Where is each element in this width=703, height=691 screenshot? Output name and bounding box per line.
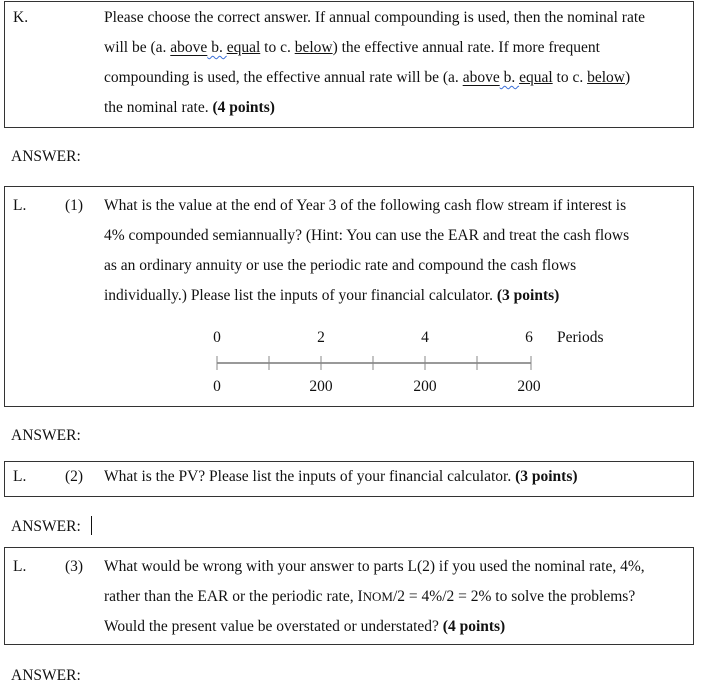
question-k-line-2: will be (a. above b. equal to c. below) the effective annual rate. If more frequent xyxy=(104,39,600,56)
answer-l1-label: ANSWER: xyxy=(11,427,81,444)
timeline-cash-flow-0: 0 xyxy=(213,378,221,395)
option-equal-1: equal xyxy=(226,39,261,56)
question-l1-line-2: 4% compounded semiannually? (Hint: You can use the EAR and treat the cash flows xyxy=(104,227,630,244)
timeline-axis xyxy=(5,187,695,408)
answer-l2-field[interactable] xyxy=(11,516,92,536)
answer-l2-label: ANSWER: xyxy=(11,518,81,535)
question-l3-line-2: rather than the EAR or the periodic rate, INOM/2 = 4%/2 = 2% to solve the problems? xyxy=(104,588,636,605)
question-l1-points: (3 points) xyxy=(496,287,560,304)
question-l3-letter: L. xyxy=(13,558,27,575)
timeline-period-4: 4 xyxy=(421,329,429,346)
question-l1-box xyxy=(4,186,694,407)
question-l2-points: (3 points) xyxy=(515,468,578,485)
timeline-period-0: 0 xyxy=(213,329,221,346)
timeline-cash-flow-4: 200 xyxy=(413,378,437,395)
question-l2-line-1: What is the PV? Please list the inputs of your financial calculator. (3 points) xyxy=(104,468,578,485)
nominal-subscript: NOM xyxy=(362,589,393,604)
answer-k-label: ANSWER: xyxy=(11,148,81,165)
answer-l3-label: ANSWER: xyxy=(11,667,81,684)
question-k-letter: K. xyxy=(13,9,29,26)
option-equal-2: equal xyxy=(519,69,553,86)
timeline-cash-flow-6: 200 xyxy=(517,378,541,395)
question-k-line-3: compounding is used, the effective annual rate will be (a. above b. equal to c. below) xyxy=(104,69,631,86)
question-l2-letter: L. xyxy=(13,468,27,485)
question-k-line-1: Please choose the correct answer. If annual compounding is used, then the nominal rate xyxy=(104,9,646,26)
timeline-period-2: 2 xyxy=(317,329,325,346)
timeline-periods-label: Periods xyxy=(557,329,604,346)
question-l3-points: (4 points) xyxy=(442,618,506,635)
option-below-2: below xyxy=(587,69,625,86)
question-l3-part: (3) xyxy=(65,558,84,575)
question-k-points: (4 points) xyxy=(212,99,275,116)
text-cursor xyxy=(91,516,92,535)
question-k-box xyxy=(4,1,694,128)
question-l1-line-4: individually.) Please list the inputs of your financial calculator. (3 points) xyxy=(104,287,560,304)
question-l1-line-1: What is the value at the end of Year 3 of the following cash flow stream if interest is xyxy=(104,197,627,214)
question-l3-box xyxy=(4,547,694,645)
question-l1-part: (1) xyxy=(65,197,84,214)
question-k-line-4: the nominal rate. (4 points) xyxy=(104,99,275,116)
timeline-period-6: 6 xyxy=(525,329,533,346)
question-l3-line-3: Would the present value be overstated or understated? (4 points) xyxy=(104,618,506,635)
question-l1-letter: L. xyxy=(13,197,27,214)
timeline-cash-flow-2: 200 xyxy=(309,378,333,395)
question-l2-box xyxy=(4,461,694,497)
question-l2-part: (2) xyxy=(65,468,84,485)
option-below-1: below xyxy=(294,39,333,56)
option-above-1: above xyxy=(170,39,208,56)
option-above-2: above xyxy=(462,69,500,86)
question-l3-line-1: What would be wrong with your answer to parts L(2) if you used the nominal rate, 4%, xyxy=(104,558,645,575)
question-l1-line-3: as an ordinary annuity or use the periodic rate and compound the cash flows xyxy=(104,257,577,274)
